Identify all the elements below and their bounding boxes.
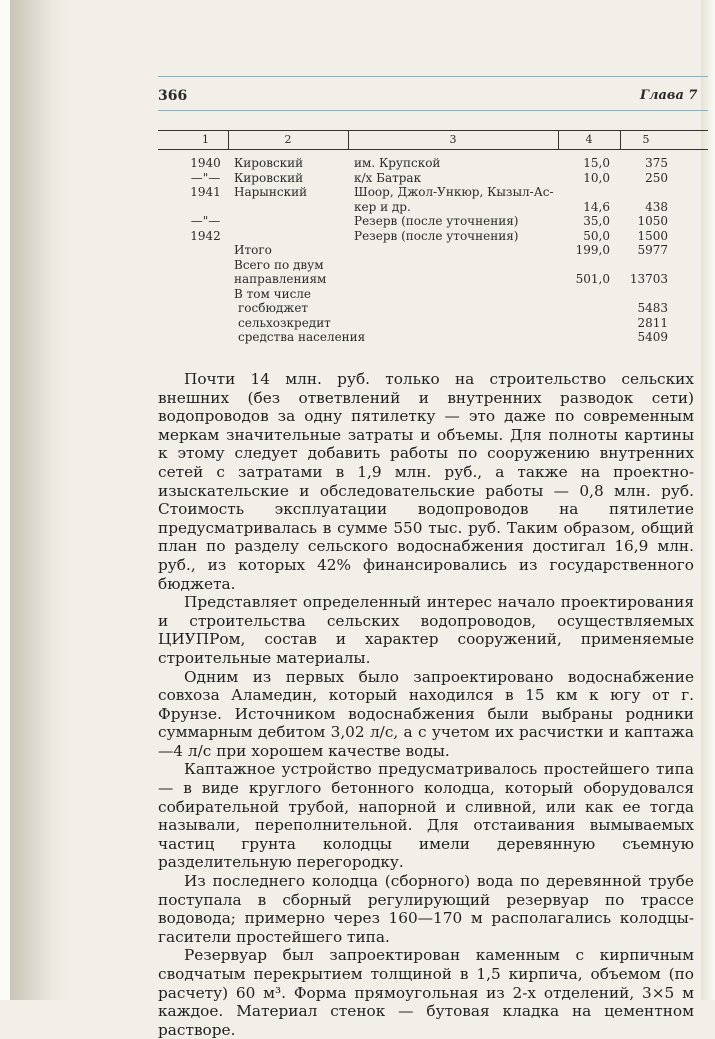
cell-district: Кировский (234, 156, 304, 170)
cell-col5: 1050 (637, 214, 668, 228)
cell-district: Всего по двум (234, 257, 324, 272)
table-row (158, 214, 708, 229)
paragraph: Представляет определенный интерес начало проектирования и строительства сельских водопроводов, осуществляемых ЦИУПРом, состав и характер сооружений, применяемые строительные материалы. (158, 593, 694, 667)
paragraph: Каптажное устройство предусматривалось простейшего типа — в виде круглого бетонного колодца, который оборудовался собирательной трубой, напорной и сливной, или как ее тогда называли, переполнительной. Для отстаивания вымываемых частиц грунта колодцы имели деревянную съемную разделительную перегородку. (158, 760, 694, 872)
table-row (158, 287, 708, 302)
cell-col4: 14,6 (583, 199, 610, 214)
column-header-5: 5 (642, 133, 650, 146)
table-row (158, 171, 708, 186)
paragraph: Почти 14 млн. руб. только на строительство сельских внешних (без ответвлений и внутренних разводок сети) водопроводов за одну пятилетку — это даже по современным меркам значительные затраты и объемы. Для полноты картины к этому следует добавить работы по сооружению внутренних сетей с затратами в 1,9 млн. руб., а также на проектно-изыскательские и обследовательские работы — 0,8 млн. руб. Стоимость эксплуатации водопроводов на пятилетие предусматривалась в сумме 550 тыс. руб. Таким образом, общий план по разделу сельского водоснабжения достигал 16,9 млн. руб., из которых 42% финансировались из государственного бюджета. (158, 370, 694, 593)
table-row-total (158, 243, 708, 258)
cell-col4: 199,0 (575, 243, 610, 257)
table-row (158, 200, 708, 215)
paragraph: Резервуар был запроектирован каменным с кирпичным сводчатым перекрытием толщиной в 1,5 кирпича, объемом (по расчету) 60 м³. Форма прямоугольная из 2-х отделений, 3×5 м каждое. Материал стенок — бутовая кладка на цементном растворе. (158, 946, 694, 1039)
cell-col5: 5409 (637, 330, 668, 344)
cell-year: —"— (190, 214, 221, 228)
header-rule-bottom (158, 110, 708, 111)
cell-district: Итого (234, 243, 272, 257)
cell-district: направлениям (234, 272, 327, 286)
cell-district: Кировский (234, 170, 304, 185)
cell-object: Резерв (после уточнения) (354, 214, 519, 228)
cell-district: госбюджет (238, 301, 309, 315)
cell-col4: 501,0 (575, 272, 610, 286)
cell-col5: 2811 (637, 315, 668, 330)
cell-col4: 10,0 (583, 170, 610, 185)
column-header-3: 3 (449, 133, 457, 146)
cell-year: 1940 (190, 156, 221, 170)
paragraph: Одним из первых было запроектировано водоснабжение совхоза Аламедин, который находился в 15 км к югу от г. Фрунзе. Источником водоснабжения были выбраны родники суммарным дебитом 3,02 л/с, а с учетом их расчистки и каптажа —4 л/с при хорошем качестве воды. (158, 667, 694, 760)
table-row (158, 330, 708, 345)
cell-col5: 5483 (637, 301, 668, 315)
cell-object: им. Крупской (354, 156, 441, 170)
cell-col5: 250 (645, 170, 668, 185)
paragraph: Из последнего колодца (сборного) вода по деревянной трубе поступала в сборный регулирующий резервуар по трассе водовода; примерно через 160—170 м располагались колодцы-гасители простейшего типа. (158, 872, 694, 946)
table-row (158, 301, 708, 316)
cell-district: сельхозкредит (238, 315, 331, 330)
cell-col5: 5977 (637, 243, 668, 257)
cell-col4: 15,0 (583, 156, 610, 170)
chapter-title: Глава 7 (640, 88, 698, 103)
cell-district: Нарынский (234, 185, 308, 199)
cell-district: В том числе (234, 286, 312, 301)
cell-district: средства населения (238, 330, 366, 344)
column-header-4: 4 (585, 133, 593, 146)
cell-object: Резерв (после уточнения) (354, 228, 519, 243)
binding-shadow (10, 0, 70, 1000)
cell-col5: 1500 (637, 228, 668, 243)
table-row (158, 316, 708, 331)
page-edge (0, 0, 10, 1000)
table-row (158, 185, 708, 200)
table-row-grand-total (158, 272, 708, 287)
column-header-1: 1 (202, 133, 209, 146)
cell-col4: 50,0 (583, 228, 610, 243)
cell-year: 1941 (190, 185, 221, 199)
cell-year: 1942 (190, 228, 221, 243)
body-text (158, 370, 694, 1039)
cell-col5: 13703 (629, 272, 668, 286)
data-table (158, 130, 708, 345)
table-header (158, 130, 708, 150)
page-number: 366 (158, 88, 188, 104)
column-header-2: 2 (284, 133, 292, 146)
cell-object: Шоор, Джол-Ункюр, Кызыл-Ас- (354, 185, 554, 199)
table-row (158, 258, 708, 273)
cell-object: к/х Батрак (354, 170, 422, 185)
cell-object: кер и др. (354, 199, 411, 214)
cell-col5: 438 (645, 199, 668, 214)
cell-year: —"— (190, 170, 221, 185)
header-rule-top (158, 76, 708, 77)
cell-col5: 375 (645, 156, 668, 170)
table-row (158, 229, 708, 244)
table-row (158, 156, 708, 171)
cell-col4: 35,0 (583, 214, 610, 228)
